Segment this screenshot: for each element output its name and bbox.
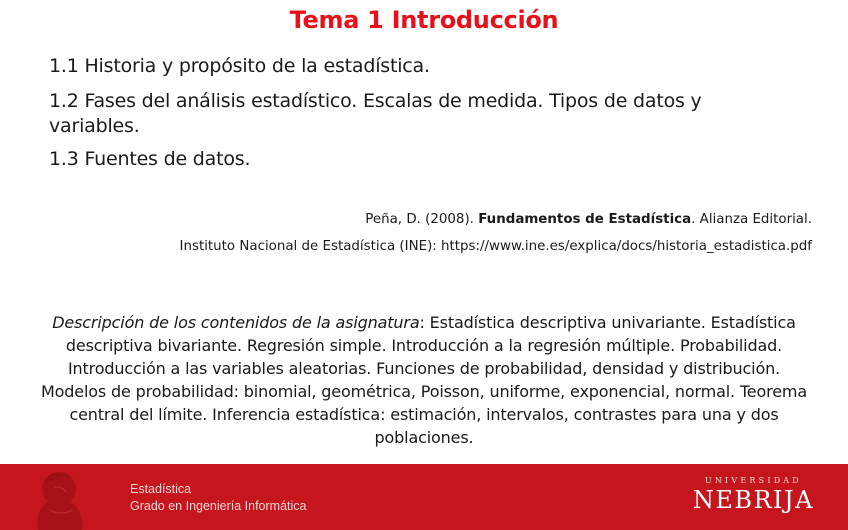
topic-item: 1.1 Historia y propósito de la estadística. — [49, 55, 430, 77]
slide-title: Tema 1 Introducción — [289, 6, 559, 34]
course-info — [130, 481, 307, 515]
reference-book-title: Fundamentos de Estadística — [478, 212, 692, 227]
reference-1 — [180, 206, 812, 233]
logo-universidad: UNIVERSIDAD — [704, 476, 802, 485]
portrait-icon — [20, 466, 100, 530]
topic-item: 1.3 Fuentes de datos. — [49, 148, 251, 170]
course-description — [40, 311, 808, 449]
topic-list — [49, 54, 769, 182]
reference-author: Peña, D. (2008). — [365, 212, 479, 227]
degree-name: Grado en Ingeniería Informática — [130, 499, 307, 513]
footer-band — [0, 464, 848, 530]
logo-nebrija: NEBRIJA — [692, 486, 814, 514]
topic-item: 1.2 Fases del análisis estadístico. Escalas de medida. Tipos de datos y variables. — [49, 90, 702, 137]
reference-publisher: . Alianza Editorial. — [691, 212, 812, 227]
reference-2: Instituto Nacional de Estadística (INE): https://www.ine.es/explica/docs/historia_estadistica.pdf — [179, 239, 812, 254]
description-label: Descripción de los contenidos de la asignatura — [52, 313, 420, 332]
university-logo — [693, 476, 814, 515]
description-text: : Estadística descriptiva univariante. Estadística descriptiva bivariante. Regresión simple. Introducción a la regresión múltiple. Probabilidad. Introducción a las variables aleatorias. Funciones de probabilidad, densidad y distribución. Modelos de probabilidad: binomial, geométrica, Poisson, uniforme, exponencial, normal. Teorema central del límite. Inferencia estadística: estimación, intervalos, contrastes para una y dos poblaciones. — [40, 313, 807, 447]
references — [180, 206, 812, 260]
course-name: Estadística — [130, 482, 192, 496]
